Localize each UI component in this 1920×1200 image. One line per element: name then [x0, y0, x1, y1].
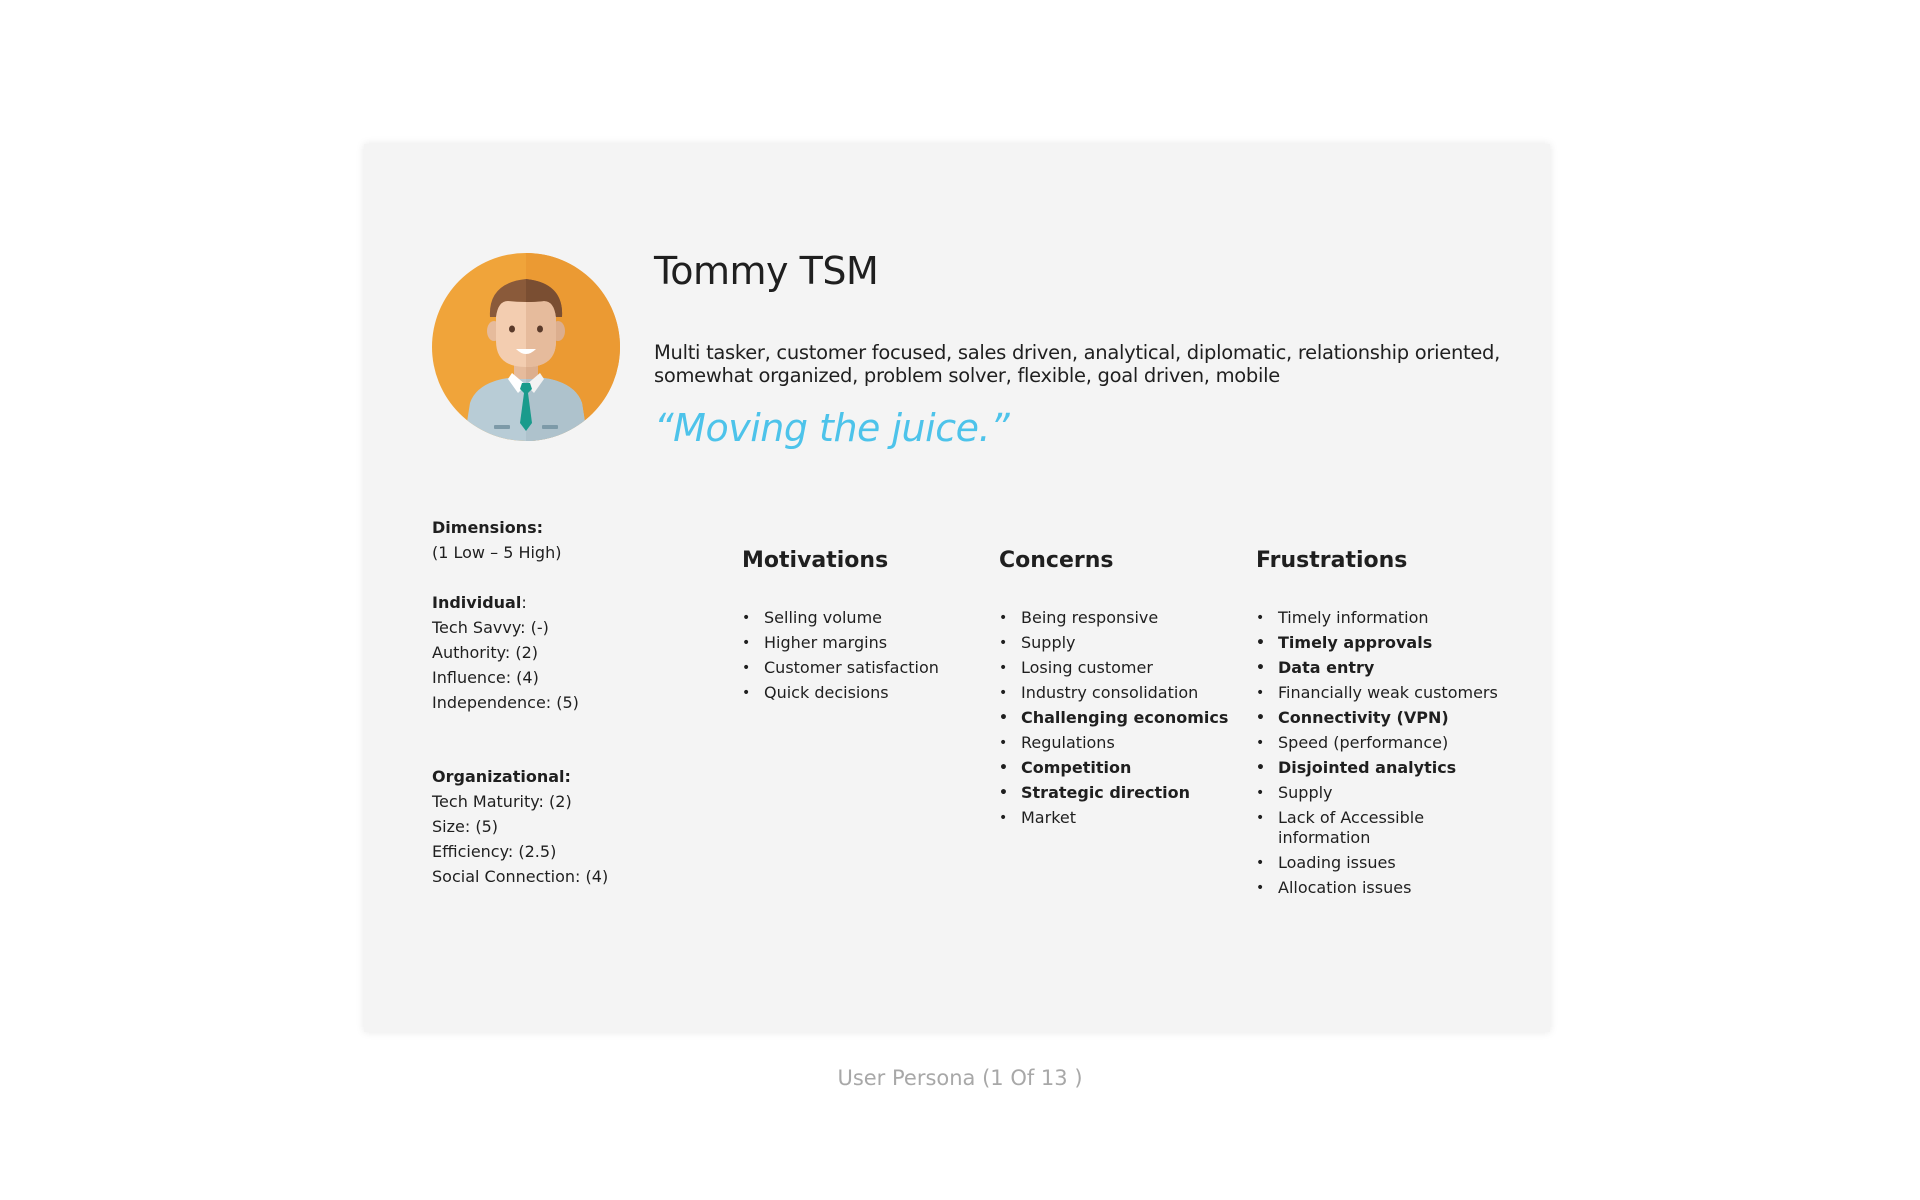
- list-item: • Selling volume: [742, 608, 1002, 628]
- dimension-item: Tech Maturity: (2): [432, 792, 572, 811]
- list-item: • Industry consolidation: [999, 683, 1259, 703]
- list-item: • Quick decisions: [742, 683, 1002, 703]
- dimensions-title: Dimensions:: [432, 518, 543, 537]
- persona-card: [364, 144, 1550, 1032]
- dimensions-scale: (1 Low – 5 High): [432, 543, 562, 562]
- list-item: • Speed (performance): [1256, 733, 1506, 753]
- list-item: • Connectivity (VPN): [1256, 708, 1506, 728]
- list-item: • Supply: [999, 633, 1259, 653]
- list-item: • Timely information: [1256, 608, 1506, 628]
- list-item: • Higher margins: [742, 633, 1002, 653]
- concerns-list: [999, 608, 1259, 828]
- list-item: • Loading issues: [1256, 853, 1506, 873]
- motivations-list: [742, 608, 1002, 703]
- person-avatar-icon: [432, 253, 620, 441]
- dimension-item: Tech Savvy: (-): [432, 618, 549, 637]
- dimension-item: Efficiency: (2.5): [432, 842, 557, 861]
- list-item: • Strategic direction: [999, 783, 1259, 803]
- persona-quote: “Moving the juice.”: [654, 406, 1010, 450]
- list-item: • Timely approvals: [1256, 633, 1506, 653]
- dimension-item: Size: (5): [432, 817, 498, 836]
- list-item: • Competition: [999, 758, 1259, 778]
- frustrations-title: Frustrations: [1256, 548, 1408, 573]
- list-item: • Financially weak customers: [1256, 683, 1506, 703]
- individual-title: Individual: [432, 593, 522, 612]
- list-item: • Data entry: [1256, 658, 1506, 678]
- persona-traits: Multi tasker, customer focused, sales driven, analytical, diplomatic, relationship oriented, somewhat organized, problem solver, flexible, goal driven, mobile: [654, 341, 1501, 387]
- dimension-item: Independence: (5): [432, 693, 579, 712]
- motivations-column: [742, 544, 1002, 708]
- page-caption: User Persona (1 Of 13 ): [837, 1066, 1083, 1090]
- list-item: • Regulations: [999, 733, 1259, 753]
- individual-colon: :: [521, 593, 527, 612]
- list-item: • Market: [999, 808, 1259, 828]
- dimensions-section: [432, 515, 608, 889]
- list-item: • Challenging economics: [999, 708, 1259, 728]
- dimension-item: Authority: (2): [432, 643, 539, 662]
- concerns-column: [999, 544, 1259, 833]
- list-item: • Customer satisfaction: [742, 658, 1002, 678]
- list-item: • Being responsive: [999, 608, 1259, 628]
- individual-heading: [432, 590, 608, 615]
- list-item: • Disjointed analytics: [1256, 758, 1506, 778]
- list-item: • Losing customer: [999, 658, 1259, 678]
- concerns-title: Concerns: [999, 548, 1114, 573]
- motivations-title: Motivations: [742, 548, 889, 573]
- list-item: • Supply: [1256, 783, 1506, 803]
- dimension-item: Influence: (4): [432, 668, 539, 687]
- dimension-item: Social Connection: (4): [432, 867, 609, 886]
- list-item: • Lack of Accessible information: [1256, 808, 1506, 848]
- list-item: • Allocation issues: [1256, 878, 1506, 898]
- persona-name: Tommy TSM: [654, 249, 879, 293]
- frustrations-list: [1256, 608, 1506, 898]
- frustrations-column: [1256, 544, 1506, 903]
- organizational-title: Organizational:: [432, 767, 571, 786]
